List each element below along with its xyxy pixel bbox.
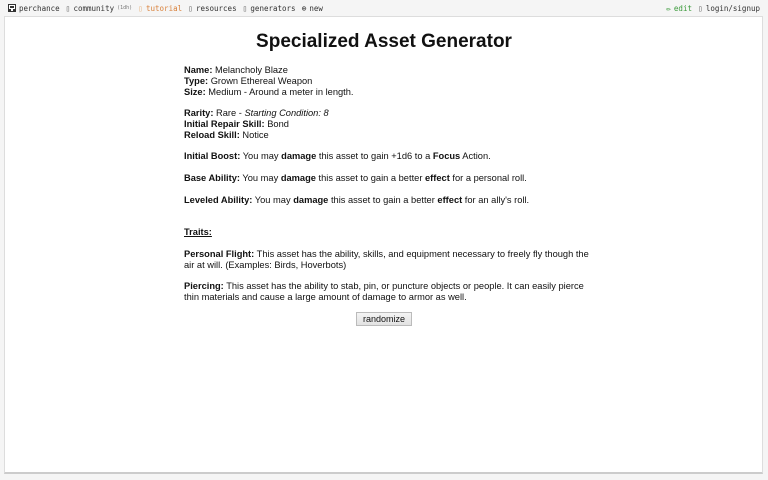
leveled-ability	[184, 195, 594, 206]
traits-heading	[184, 227, 594, 238]
trait-text: This asset has the ability to stab, pin, or puncture objects or people. It can easily pierce thin materials and cause a large amount of damage to armor as well.	[184, 281, 584, 302]
pencil-icon: ✏	[666, 3, 671, 13]
asset-output	[184, 65, 594, 98]
boost-text: Action.	[460, 151, 491, 161]
nav-tutorial[interactable]	[138, 4, 182, 13]
level-text: You may	[252, 195, 294, 205]
nav-edit-label: edit	[673, 3, 692, 13]
base-ability	[184, 173, 594, 184]
name-value: Melancholy Blaze	[212, 65, 288, 75]
level-text: for an ally's roll.	[462, 195, 530, 205]
trait-label: Piercing:	[184, 281, 224, 291]
nav-new-label: new	[309, 3, 323, 13]
repair-value: Bond	[264, 119, 289, 129]
trait-item	[184, 281, 594, 303]
chat-icon: ▯	[65, 3, 71, 13]
base-text: for a personal roll.	[449, 173, 527, 183]
trait-label: Personal Flight:	[184, 249, 255, 259]
repair-line	[184, 119, 594, 130]
level-label: Leveled Ability:	[184, 195, 253, 205]
initial-boost	[184, 151, 594, 162]
link-icon: ▯	[188, 3, 193, 13]
boost-keyword: damage	[281, 151, 317, 161]
rarity-line	[184, 108, 594, 119]
asset-stats	[184, 108, 594, 141]
base-keyword: damage	[280, 173, 316, 183]
size-label: Size:	[184, 87, 206, 97]
reload-line	[184, 130, 594, 141]
name-label: Name:	[184, 65, 213, 75]
reload-label: Reload Skill:	[184, 130, 240, 140]
nav-new[interactable]	[302, 4, 323, 13]
rarity-label: Rarity:	[184, 108, 214, 118]
base-text: this asset to gain a better	[315, 173, 425, 183]
nav-perchance[interactable]	[8, 4, 60, 13]
randomize-button[interactable]: randomize	[356, 312, 412, 326]
top-nav-bar	[0, 0, 768, 16]
boost-label: Initial Boost:	[184, 151, 241, 161]
base-label: Base Ability:	[184, 173, 240, 183]
base-text: You may	[239, 173, 281, 183]
trait-text: This asset has the ability, skills, and equipment necessary to freely fly though the air at will. (Examples: Birds, Hoverbots)	[184, 249, 589, 270]
plus-circle-icon: ⊕	[301, 3, 307, 13]
trait-item	[184, 249, 594, 271]
size-value: Medium - Around a meter in length.	[205, 87, 354, 97]
nav-resources-label: resources	[195, 3, 237, 13]
nav-tutorial-label: tutorial	[146, 3, 183, 13]
level-text: this asset to gain a better	[328, 195, 438, 205]
generator-frame	[4, 16, 763, 474]
type-line	[184, 76, 594, 87]
boost-text: this asset to gain +1d6 to a	[316, 151, 433, 161]
user-icon: ▯	[697, 3, 703, 13]
community-badge: (1dh)	[117, 5, 133, 11]
starting-condition: Starting Condition: 8	[244, 108, 329, 118]
nav-community-label: community	[73, 3, 115, 13]
nav-community[interactable]	[66, 4, 133, 13]
repair-label: Initial Repair Skill:	[184, 119, 265, 129]
rarity-value: Rare -	[213, 108, 245, 118]
boost-text: You may	[240, 151, 282, 161]
nav-login[interactable]	[698, 4, 760, 13]
reload-value: Notice	[239, 130, 269, 140]
name-line	[184, 65, 594, 76]
boost-keyword: Focus	[432, 151, 461, 161]
traits-title: Traits:	[184, 227, 212, 237]
type-value: Grown Ethereal Weapon	[208, 76, 313, 86]
level-keyword: effect	[437, 195, 463, 205]
book-icon: ▯	[138, 3, 143, 13]
dice-icon	[8, 4, 16, 12]
size-line	[184, 87, 594, 98]
level-keyword: damage	[293, 195, 329, 205]
nav-perchance-label: perchance	[19, 3, 60, 13]
base-keyword: effect	[425, 173, 450, 183]
nav-generators-label: generators	[250, 3, 296, 13]
nav-login-label: login/signup	[705, 3, 760, 13]
grid-icon: ▯	[242, 3, 248, 13]
nav-resources[interactable]	[188, 4, 236, 13]
page-title: Specialized Asset Generator	[256, 31, 512, 52]
nav-generators[interactable]	[243, 4, 296, 13]
type-label: Type:	[184, 76, 209, 86]
nav-edit[interactable]	[666, 4, 692, 13]
